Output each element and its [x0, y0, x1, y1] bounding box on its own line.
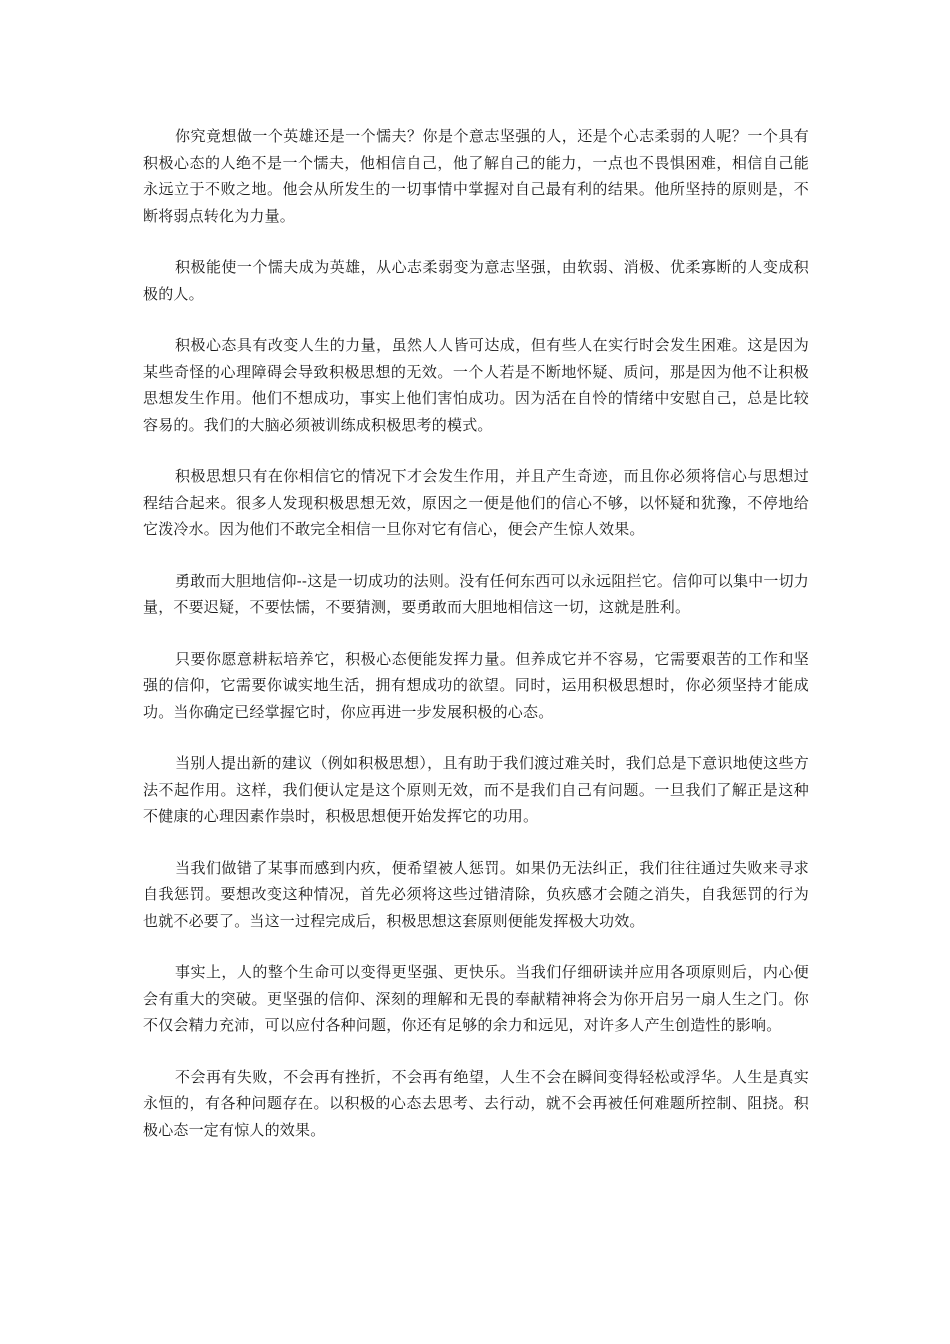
paragraph-9: 事实上，人的整个生命可以变得更坚强、更快乐。当我们仔细研读并应用各项原则后，内心便会有重大的突破。更坚强的信仰、深刻的理解和无畏的奉献精神将会为你开启另一扇人生之门。你不仅会精力充沛，可以应付各种问题，你还有足够的余力和远见，对许多人产生创造性的影响。: [143, 963, 809, 1034]
paragraph-7: 当别人提出新的建议（例如积极思想），且有助于我们渡过难关时，我们总是下意识地使这些方法不起作用。这样，我们便认定是这个原则无效，而不是我们自己有问题。一旦我们了解正是这种不健康的心理因素作祟时，积极思想便开始发挥它的功用。: [143, 754, 809, 825]
paragraph-4: 积极思想只有在你相信它的情况下才会发生作用，并且产生奇迹，而且你必须将信心与思想过程结合起来。很多人发现积极思想无效，原因之一便是他们的信心不够，以怀疑和犹豫，不停地给它泼冷水。因为他们不敢完全相信一旦你对它有信心，便会产生惊人效果。: [143, 467, 809, 538]
paragraph-6: 只要你愿意耕耘培养它，积极心态便能发挥力量。但养成它并不容易，它需要艰苦的工作和坚强的信仰，它需要你诚实地生活，拥有想成功的欲望。同时，运用积极思想时，你必须坚持才能成功。当你确定已经掌握它时，你应再进一步发展积极的心态。: [143, 649, 809, 721]
paragraph-8: 当我们做错了某事而感到内疚，便希望被人惩罚。如果仍无法纠正，我们往往通过失败来寻求自我惩罚。要想改变这种情况，首先必须将这些过错清除，负疚感才会随之消失，自我惩罚的行为也就不必要了。当这一过程完成后，积极思想这套原则便能发挥极大功效。: [143, 858, 809, 930]
paragraph-3: 积极心态具有改变人生的力量，虽然人人皆可达成，但有些人在实行时会发生困难。这是因为某些奇怪的心理障碍会导致积极思想的无效。一个人若是不断地怀疑、质问，那是因为他不让积极思想发生作用。他们不想成功，事实上他们害怕成功。因为活在自怜的情绪中安慰自己，总是比较容易的。我们的大脑必须被训练成积极思考的模式。: [143, 336, 809, 434]
paragraph-10: 不会再有失败，不会再有挫折，不会再有绝望，人生不会在瞬间变得轻松或浮华。人生是真实永恒的，有各种问题存在。以积极的心态去思考、去行动，就不会再被任何难题所控制、阻挠。积极心态一定有惊人的效果。: [143, 1067, 809, 1139]
paragraph-2: 积极能使一个懦夫成为英雄，从心志柔弱变为意志坚强，由软弱、消极、优柔寡断的人变成积极的人。: [143, 258, 809, 303]
document-page: [143, 123, 809, 1168]
paragraph-5: 勇敢而大胆地信仰--这是一切成功的法则。没有任何东西可以永远阻拦它。信仰可以集中一切力量，不要迟疑，不要怯懦，不要猜测，要勇敢而大胆地相信这一切，这就是胜利。: [143, 571, 809, 616]
paragraph-1: 你究竟想做一个英雄还是一个懦夫？你是个意志坚强的人，还是个心志柔弱的人呢？一个具有积极心态的人绝不是一个懦夫，他相信自己，他了解自己的能力，一点也不畏惧困难，相信自己能永远立于不败之地。他会从所发生的一切事情中掌握对自己最有利的结果。他所坚持的原则是，不断将弱点转化为力量。: [143, 127, 809, 225]
